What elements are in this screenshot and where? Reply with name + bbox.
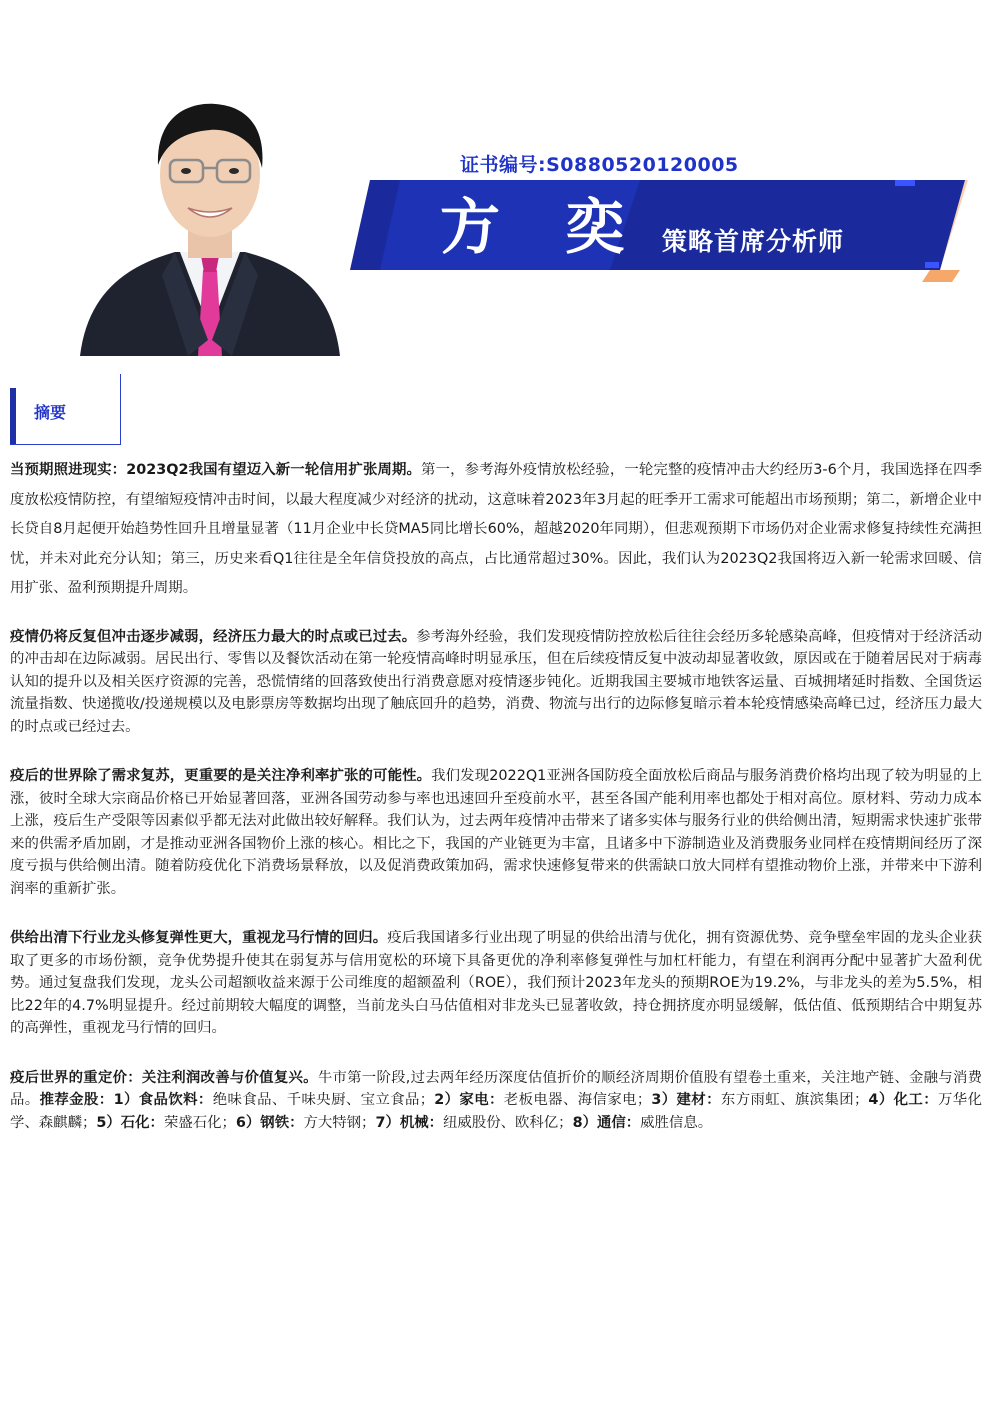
paragraph-lead: 供给出清下行业龙头修复弹性更大，重视龙马行情的回归。 [10,930,388,946]
paragraph-text: 参考海外经验，我们发现疫情防控放松后往往会经历多轮感染高峰，但疫情对于经济活动的冲击却在边际减弱。居民出行、零售以及餐饮活动在第一轮疫情高峰时明显承压，但在后续疫情反复中波动却显著收敛，原因或在于随着居民对于病毒认知的提升以及相关医疗资源的完善，恐慌情绪的回落致使出行消费意愿对疫情逐步钝化。近期我国主要城市地铁客运量、百城拥堵延时指数、全国货运流量指数、快递揽收/投递规模以及电影票房等数据均出现了触底回升的趋势，消费、物流与出行的边际修复暗示着本轮疫情感染高峰已过，经济压力最大的时点或已经过去。 [10,628,982,735]
paragraph-lead: 疫情仍将反复但冲击逐步减弱，经济压力最大的时点或已过去。 [10,628,417,645]
pick-label: 4）化工： [868,1092,939,1108]
pick-label: 8）通信： [572,1114,641,1131]
pick-label: 2）家电： [434,1092,504,1108]
paragraph-3 [10,765,982,900]
pick-label: 5）石化： [96,1114,164,1131]
paragraph-2 [10,626,982,739]
paragraph-text: 第一，参考海外疫情放松经验，一轮完整的疫情冲击大约经历3-6个月，我国选择在四季度放松疫情防控，有望缩短疫情冲击时间，以最大程度减少对经济的扰动，这意味着2023年3月起的旺季开工需求可能超出市场预期；第二，新增企业中长贷自8月起便开始趋势性回升且增量显著（11月企业中长贷MA5同比增长60%，超越2020年同期），但悲观预期下市场仍对企业需求修复持续性充满担忧，并未对此充分认知；第三，历史来看Q1往往是全年信贷投放的高点，占比通常超过30%。因此，我们认为2023Q2我国将迈入新一轮需求回暖、信用扩张、盈利预期提升周期。 [10,462,982,596]
pick-label: 3）建材： [651,1092,721,1108]
pick-text: 荣盛石化； [163,1114,236,1131]
analyst-title: 策略首席分析师 [662,227,845,256]
pick-label: 1）食品饮料： [113,1092,213,1108]
name-banner [340,170,980,285]
pick-label: 6）钢铁： [235,1114,304,1131]
pick-text: 方大特钢； [303,1114,376,1131]
pick-label: 推荐金股： [39,1092,114,1108]
paragraph-text: 我们发现2022Q1亚洲各国防疫全面放松后商品与服务消费价格均出现了较为明显的上涨，彼时全球大宗商品价格已开始显著回落，亚洲各国劳动参与率也迅速回升至疫前水平，甚至各国产能利用率也都处于相对高位。原材料、劳动力成本上涨，疫后生产受限等因素似乎都无法对此做出较好解释。我们认为，过去两年疫情冲击带来了诸多实体与服务行业的供给侧出清，短期需求快速扩张带来的供需矛盾加剧，才是推动亚洲各国物价上涨的核心。相比之下，我国的产业链更为丰富，且诸多中下游制造业及消费服务业同样在疫情期间经历了深度亏损与供给侧出清。随着防疫优化下消费场景释放，以及促消费政策加码，需求快速修复带来的供需缺口放大同样有望推动物价上涨，并带来中下游利润率的重新扩张。 [10,768,982,897]
paragraph-5 [10,1067,982,1135]
pick-text: 纽威股份、欧科亿； [443,1114,573,1131]
pick-text: 威胜信息。 [640,1114,713,1131]
summary-heading: 摘要 [34,403,67,422]
summary-accent-bar [10,388,16,444]
paragraph-lead: 疫后的世界除了需求复苏，更重要的是关注净利率扩张的可能性。 [10,768,432,784]
pick-text: 绝味食品、千味央厨、宝立食品； [212,1092,435,1108]
paragraph-1 [10,456,982,604]
paragraph-lead: 当预期照进现实：2023Q2我国有望迈入新一轮信用扩张周期。 [10,462,422,478]
paragraph-4 [10,927,982,1040]
pick-text: 万华化学、森麒麟； [10,1092,982,1131]
paragraph-text: 牛市第一阶段,过去两年经历深度估值折价的顺经济周期价值股有望卷土重来，关注地产链、金融与消费品。 [10,1069,983,1108]
pick-label: 7）机械： [375,1114,444,1131]
pick-text: 老板电器、海信家电； [503,1092,652,1108]
certificate-number: 证书编号:S0880520120005 [460,154,739,176]
analyst-name: 方 奕 [440,193,647,263]
paragraph-lead: 疫后世界的重定价：关注利润改善与价值复兴。 [10,1069,318,1086]
pick-text: 东方雨虹、旗滨集团； [720,1092,869,1108]
paragraph-text: 疫后我国诸多行业出现了明显的供给出清与优化，拥有资源优势、竞争壁垒牢固的龙头企业获取了更多的市场份额，竞争优势提升使其在弱复苏与信用宽松的环境下具备更优的净利率修复弹性与加杠杆能力，有望在利润再分配中显著扩大盈利优势。通过复盘我们发现，龙头公司超额收益来源于公司维度的超额盈利（ROE），我们预计2023年龙头的预期ROE为19.2%，与非龙头的差为5.5%，相比22年的4.7%明显提升。经过前期较大幅度的调整，当前龙头白马估值相对非龙头已显著收敛，持仓拥挤度亦明显缓解，低估值、低预期结合中期复苏的高弹性，重视龙马行情的回归。 [10,930,982,1036]
analyst-portrait [70,80,350,356]
summary-body [10,456,982,1161]
